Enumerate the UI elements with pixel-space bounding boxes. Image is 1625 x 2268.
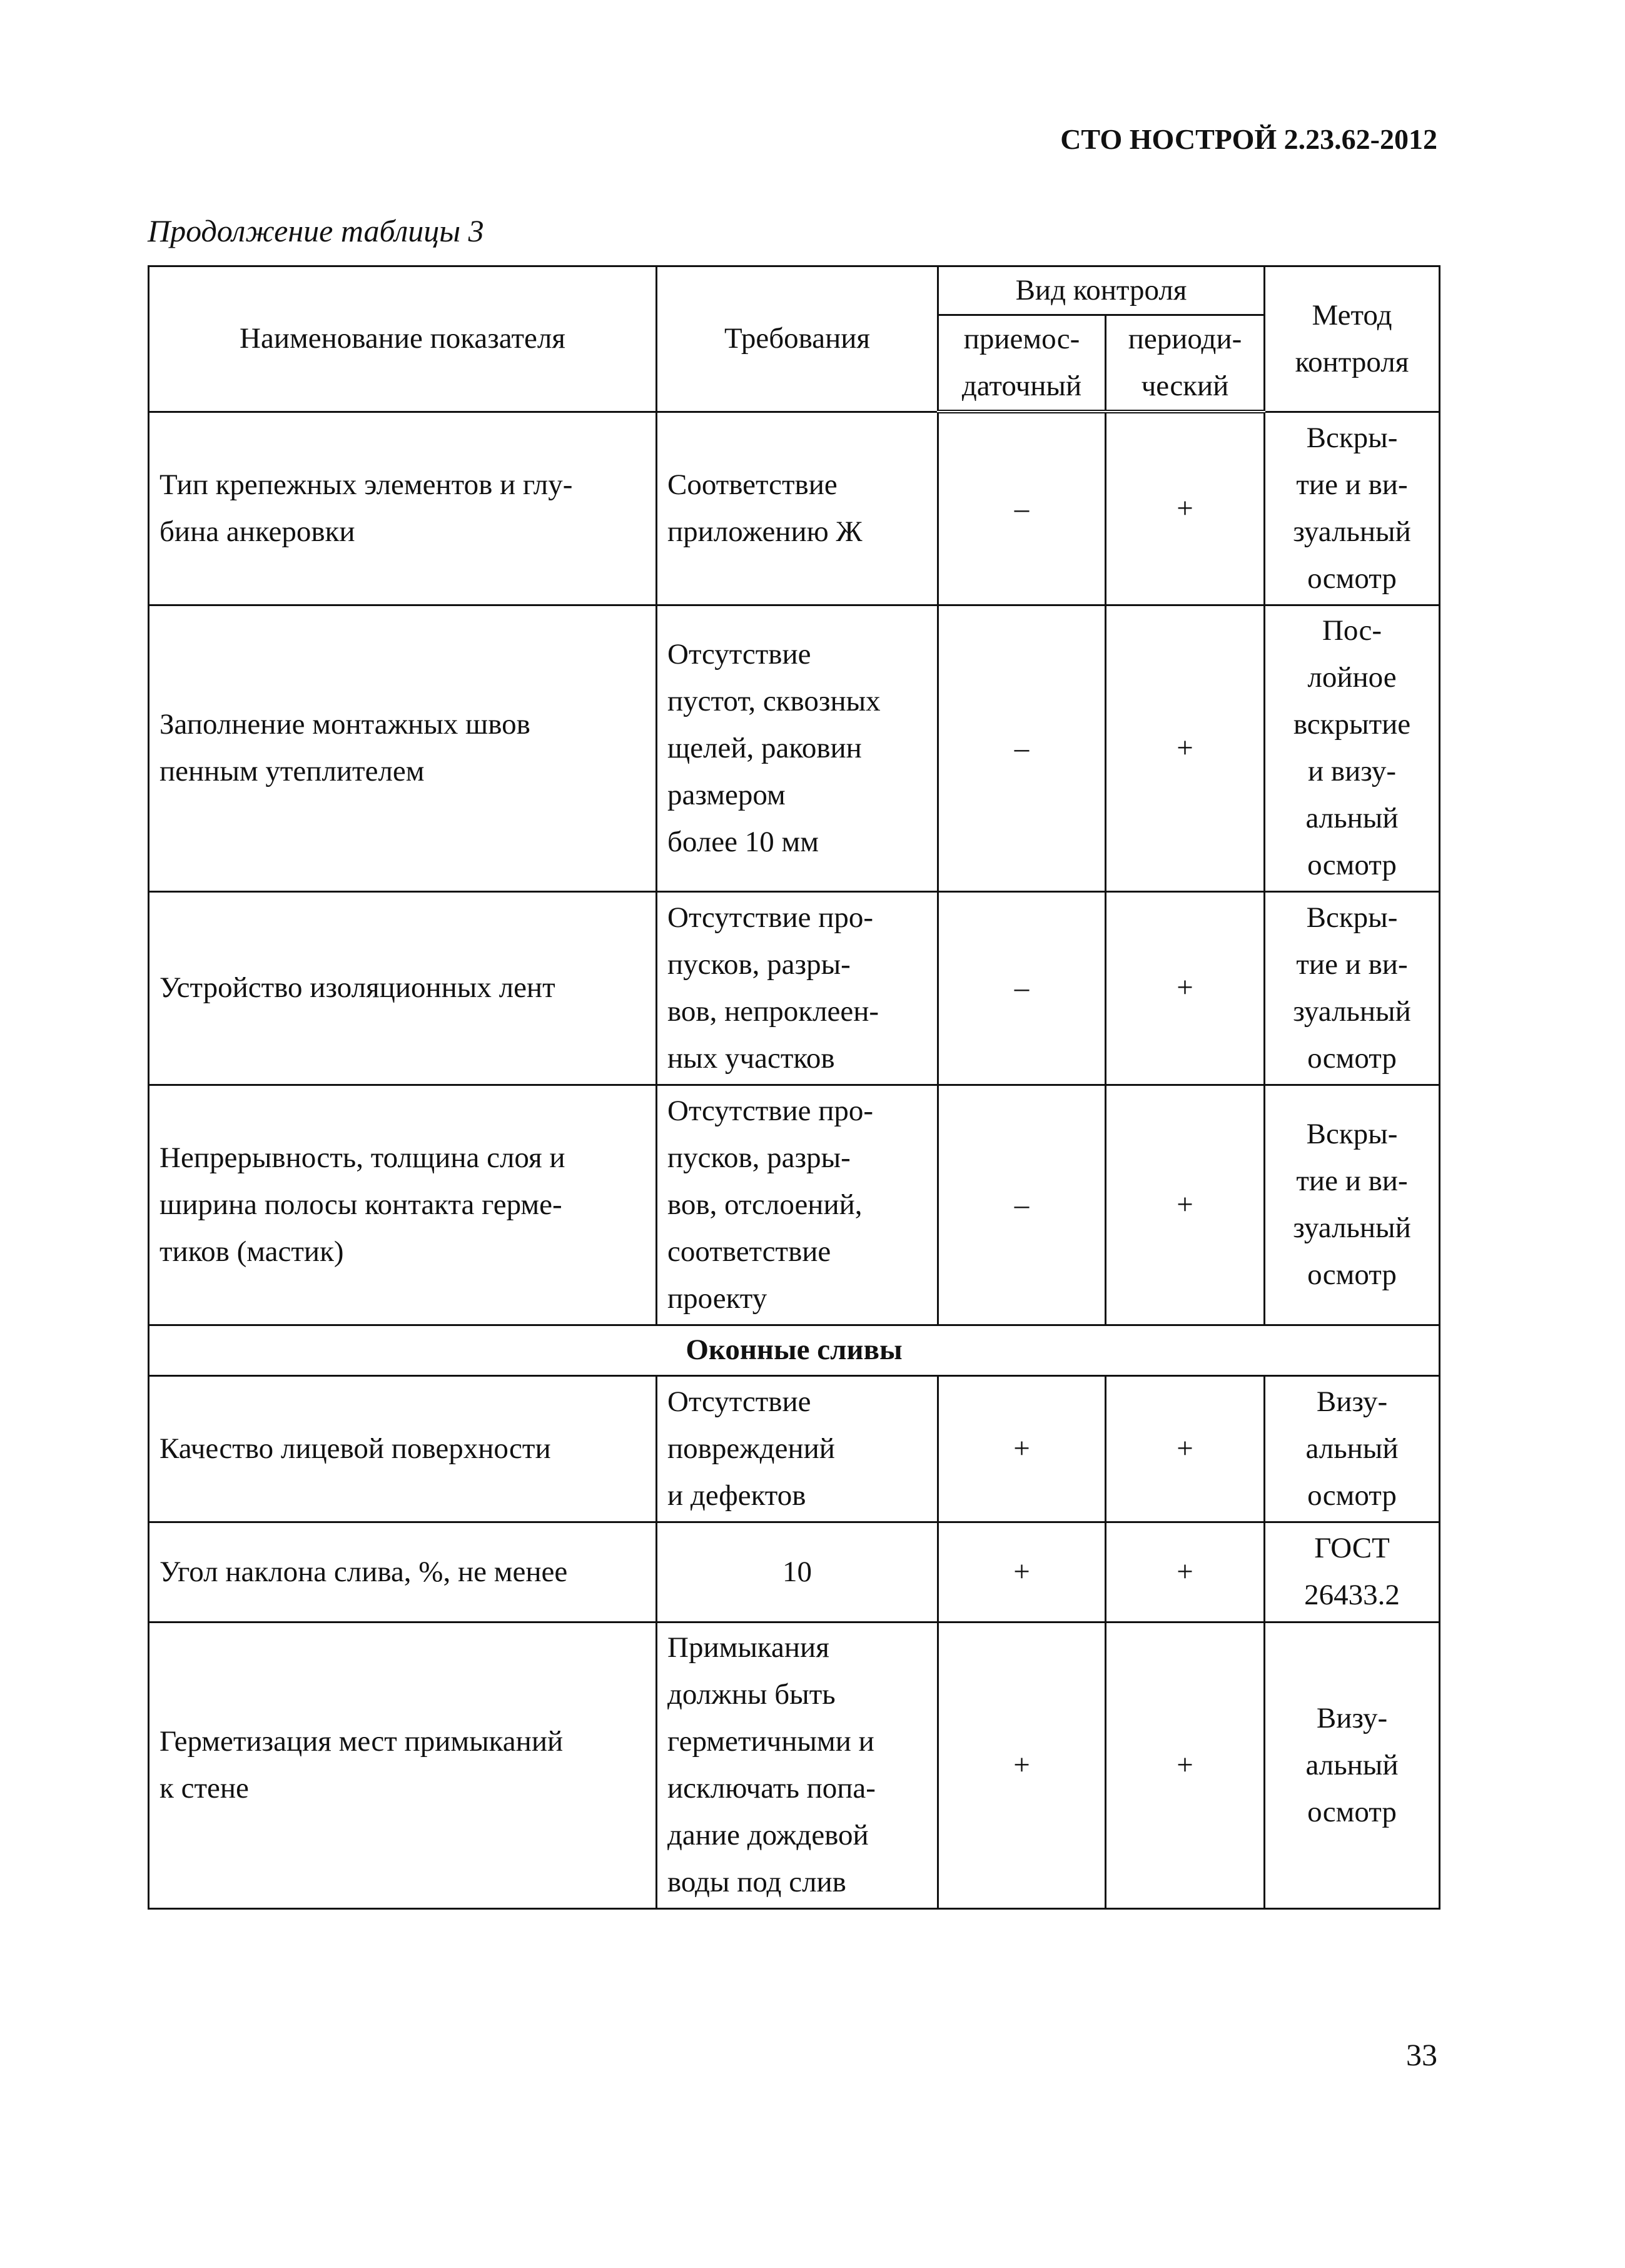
header-name: Наименование показателя [149, 266, 657, 412]
cell-name: Заполнение монтажных швов пенным утеплителем [149, 605, 657, 891]
cell-periodic: + [1106, 412, 1265, 605]
cell-method: Визу- альный осмотр [1265, 1375, 1440, 1522]
header-method: Метод контроля [1265, 266, 1440, 412]
cell-periodic: + [1106, 1085, 1265, 1325]
table-row [149, 1622, 1440, 1908]
cell-name: Устройство изоляционных лент [149, 891, 657, 1085]
table-row [149, 891, 1440, 1085]
cell-name: Непрерывность, толщина слоя и ширина полосы контакта герме- тиков (мастик) [149, 1085, 657, 1325]
cell-method: Вскры- тие и ви- зуальный осмотр [1265, 412, 1440, 605]
cell-periodic: + [1106, 1522, 1265, 1622]
table-caption: Продолжение таблицы 3 [148, 213, 484, 248]
document-code: СТО НОСТРОЙ 2.23.62-2012 [1060, 123, 1437, 155]
cell-acceptance: – [938, 1085, 1106, 1325]
cell-requirement: Отсутствие пустот, сквозных щелей, раковин размером более 10 мм [657, 605, 938, 891]
cell-method: ГОСТ 26433.2 [1265, 1522, 1440, 1622]
page-number: 33 [1406, 2037, 1437, 2072]
cell-acceptance: + [938, 1622, 1106, 1908]
cell-requirement: Примыкания должны быть герметичными и исключать попа- дание дождевой воды под слив [657, 1622, 938, 1908]
table-row [149, 412, 1440, 605]
cell-method: Визу- альный осмотр [1265, 1622, 1440, 1908]
header-requirements: Требования [657, 266, 938, 412]
cell-requirement: Отсутствие про- пусков, разры- вов, непроклеен- ных участков [657, 891, 938, 1085]
header-control-type: Вид контроля [938, 266, 1265, 315]
cell-periodic: + [1106, 891, 1265, 1085]
section-title: Оконные сливы [149, 1325, 1440, 1375]
cell-requirement: Отсутствие повреждений и дефектов [657, 1375, 938, 1522]
cell-periodic: + [1106, 605, 1265, 891]
cell-periodic: + [1106, 1622, 1265, 1908]
cell-method: Вскры- тие и ви- зуальный осмотр [1265, 1085, 1440, 1325]
cell-requirement: Отсутствие про- пусков, разры- вов, отслоений, соответствие проекту [657, 1085, 938, 1325]
cell-acceptance: – [938, 891, 1106, 1085]
requirements-table [148, 265, 1440, 1910]
cell-requirement: Соответствие приложению Ж [657, 412, 938, 605]
cell-name: Герметизация мест примыканий к стене [149, 1622, 657, 1908]
table-row [149, 605, 1440, 891]
header-acceptance: приемос- даточный [938, 315, 1106, 412]
cell-acceptance: – [938, 412, 1106, 605]
cell-acceptance: + [938, 1522, 1106, 1622]
cell-name: Качество лицевой поверхности [149, 1375, 657, 1522]
cell-acceptance: + [938, 1375, 1106, 1522]
cell-name: Угол наклона слива, %, не менее [149, 1522, 657, 1622]
section-row [149, 1325, 1440, 1375]
header-periodic: периоди- ческий [1106, 315, 1265, 412]
cell-name: Тип крепежных элементов и глу- бина анкеровки [149, 412, 657, 605]
cell-method: Вскры- тие и ви- зуальный осмотр [1265, 891, 1440, 1085]
cell-periodic: + [1106, 1375, 1265, 1522]
table-row [149, 1375, 1440, 1522]
cell-requirement: 10 [657, 1522, 938, 1622]
table-row [149, 1522, 1440, 1622]
cell-acceptance: – [938, 605, 1106, 891]
table-row [149, 1085, 1440, 1325]
cell-method: Пос- лойное вскрытие и визу- альный осмотр [1265, 605, 1440, 891]
